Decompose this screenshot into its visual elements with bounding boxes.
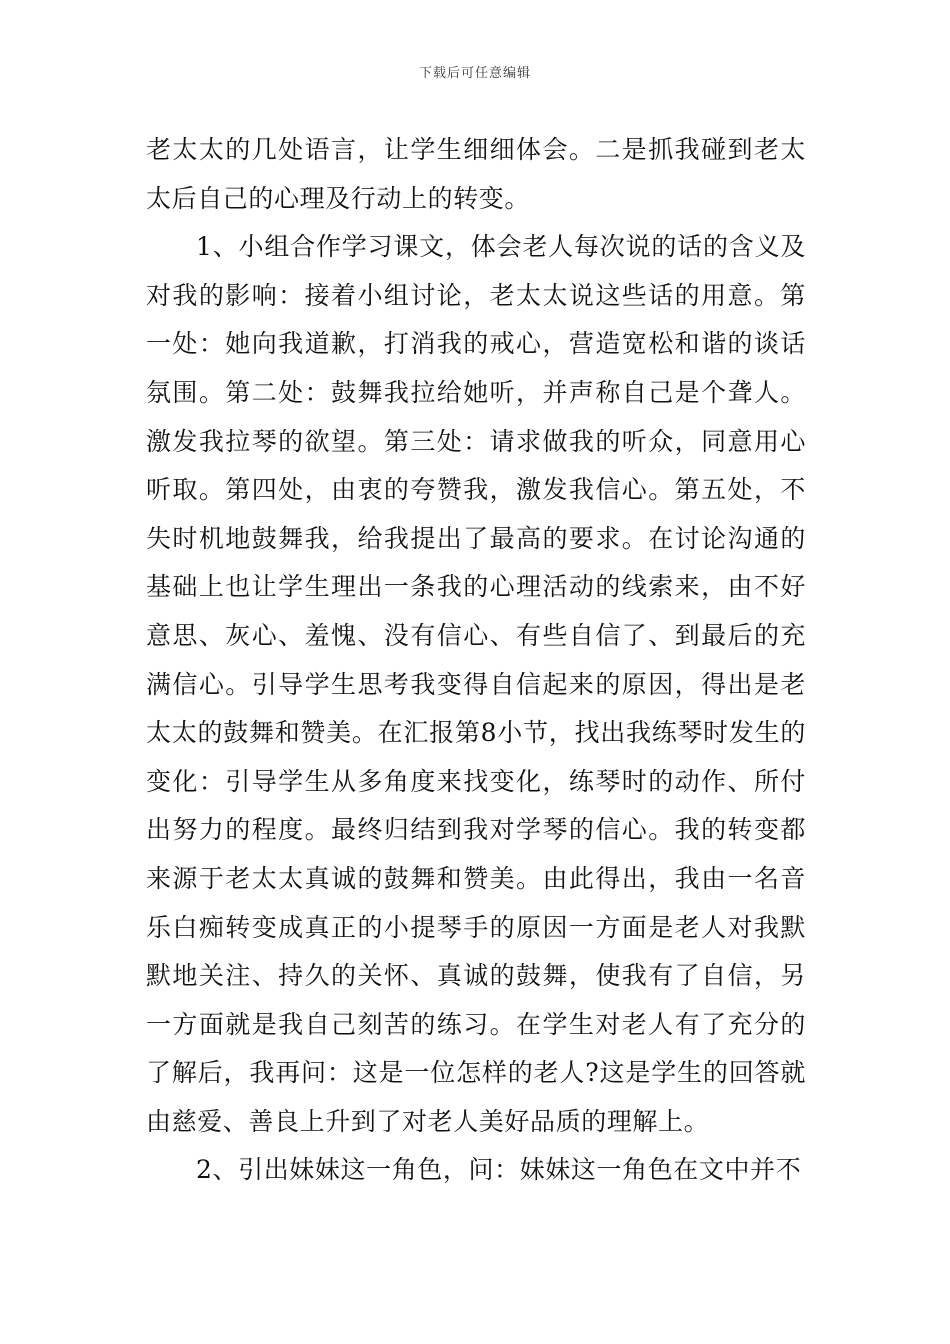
paragraph-point-1: 1、小组合作学习课文，体会老人每次说的话的含义及对我的影响：接着小组讨论，老太太说这些话的用意。第一处：她向我道歉，打消我的戒心，营造宽松和谐的谈话氛围。第二处：鼓舞我拉给她听，并声称自己是个聋人。激发我拉琴的欲望。第三处：请求做我的听众，同意用心听取。第四处，由衷的夸赞我，激发我信心。第五处，不失时机地鼓舞我，给我提出了最高的要求。在讨论沟通的基础上也让学生理出一条我的心理活动的线索来，由不好意思、灰心、羞愧、没有信心、有些自信了、到最后的充满信心。引导学生思考我变得自信起来的原因，得出是老太太的鼓舞和赞美。在汇报第8小节，找出我练琴时发生的变化：引导学生从多角度来找变化，练琴时的动作、所付出努力的程度。最终归结到我对学琴的信心。我的转变都来源于老太太真诚的鼓舞和赞美。由此得出，我由一名音乐白痴转变成真正的小提琴手的原因一方面是老人对我默默地关注、持久的关怀、真诚的鼓舞，使我有了自信，另一方面就是我自己刻苦的练习。在学生对老人有了充分的了解后，我再问：这是一位怎样的老人?这是学生的回答就由慈爱、善良上升到了对老人美好品质的理解上。	[146, 232, 806, 1136]
document-body	[146, 126, 806, 1195]
paragraph-continuation: 老太太的几处语言，让学生细细体会。二是抓我碰到老太太后自己的心理及行动上的转变。	[146, 135, 806, 213]
paragraph-point-2: 2、引出妹妹这一角色，问：妹妹这一角色在文中并不	[196, 1155, 802, 1185]
page-header: 下载后可任意编辑	[418, 66, 531, 81]
